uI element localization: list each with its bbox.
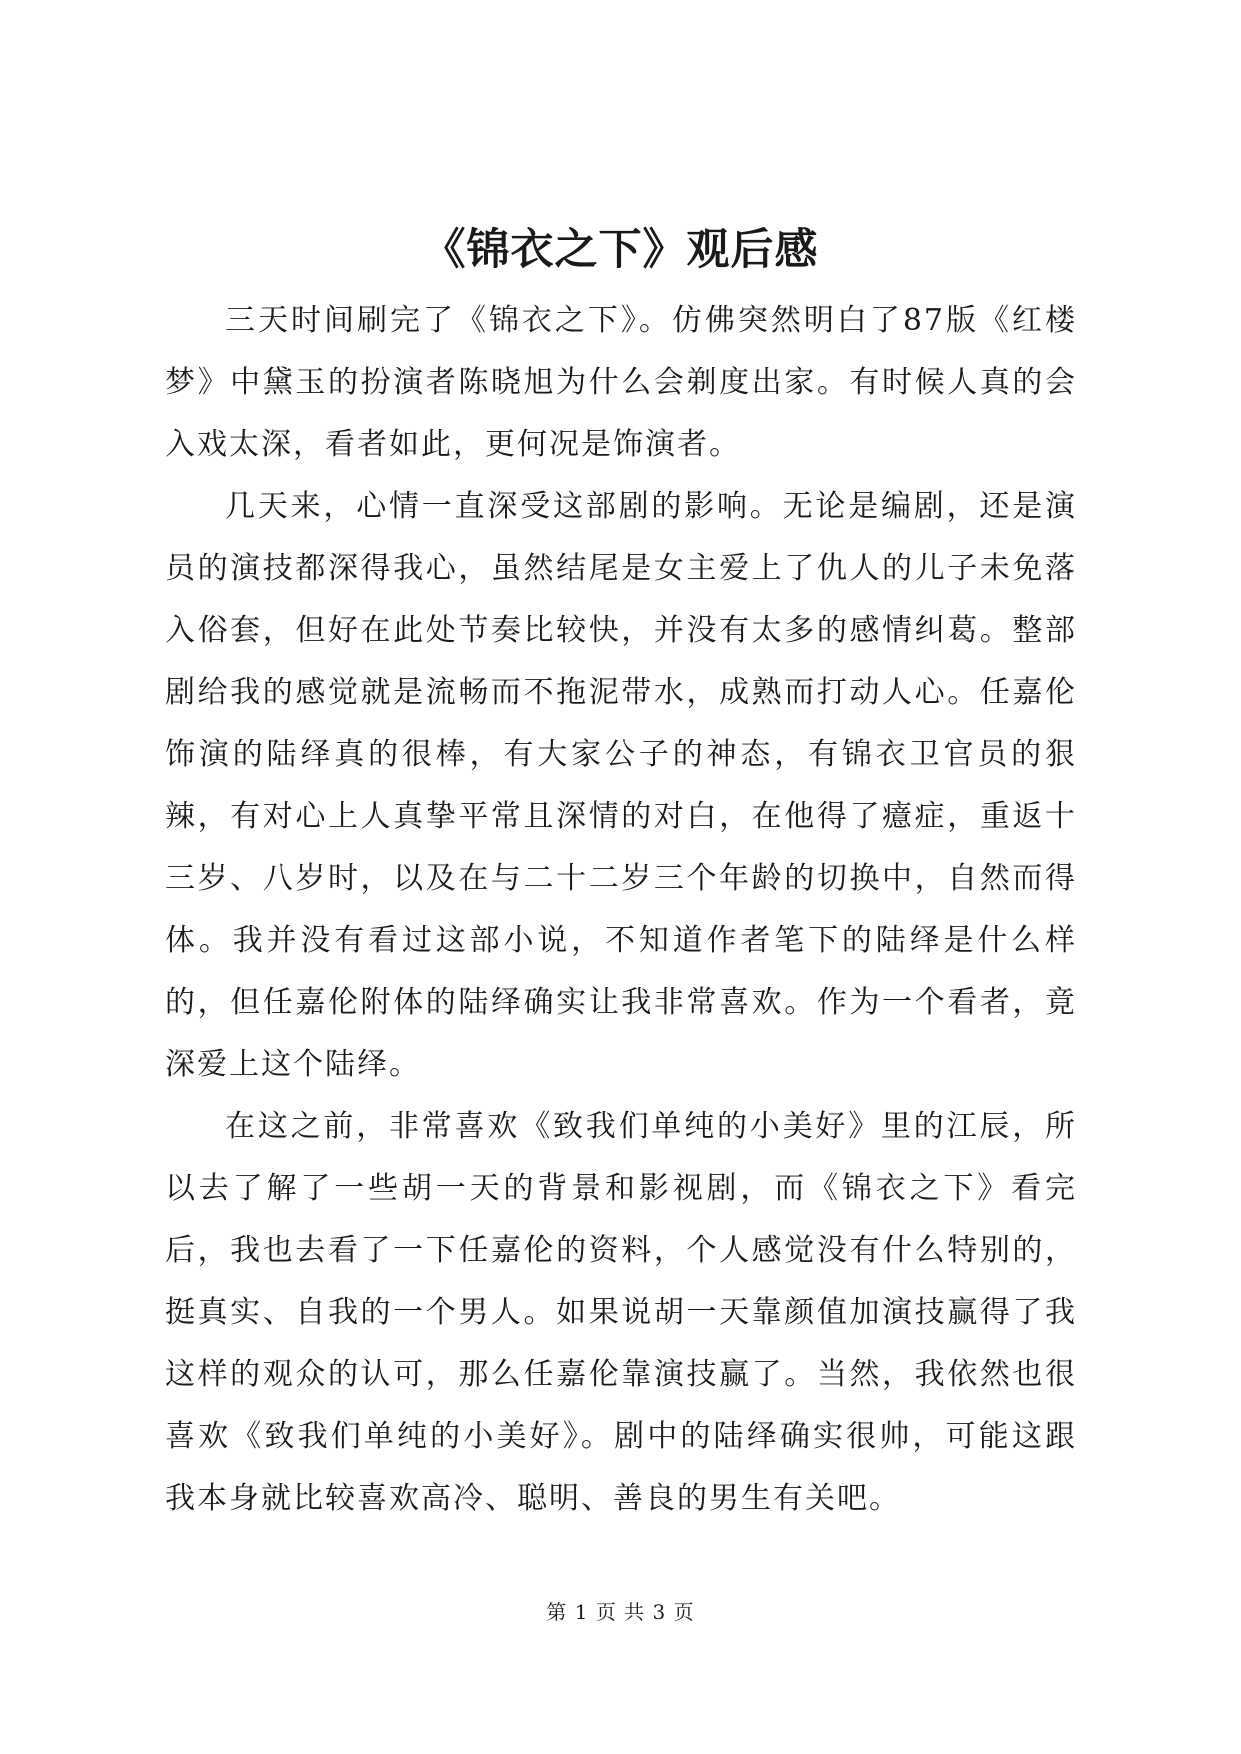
page-number: 第 1 页 共 3 页	[546, 1600, 695, 1624]
paragraph-1: 三天时间刷完了《锦衣之下》。仿佛突然明白了87版《红楼梦》中黛玉的扮演者陈晓旭为什么会剃度出家。有时候人真的会入戏太深，看者如此，更何况是饰演者。	[165, 303, 1077, 462]
document-title: 《锦衣之下》观后感	[422, 225, 819, 275]
document-body	[165, 290, 1077, 1530]
paragraph-3: 在这之前，非常喜欢《致我们单纯的小美好》里的江辰，所以去了解了一些胡一天的背景和影视剧，而《锦衣之下》看完后，我也去看了一下任嘉伦的资料，个人感觉没有什么特别的，挺真实、自我的一个男人。如果说胡一天靠颜值加演技赢得了我这样的观众的认可，那么任嘉伦靠演技赢了。当然，我依然也很喜欢《致我们单纯的小美好》。剧中的陆绎确实很帅，可能这跟我本身就比较喜欢高冷、聪明、善良的男生有关吧。	[165, 1109, 1077, 1516]
paragraph-2: 几天来，心情一直深受这部剧的影响。无论是编剧，还是演员的演技都深得我心，虽然结尾是女主爱上了仇人的儿子未免落入俗套，但好在此处节奏比较快，并没有太多的感情纠葛。整部剧给我的感觉就是流畅而不拖泥带水，成熟而打动人心。任嘉伦饰演的陆绎真的很棒，有大家公子的神态，有锦衣卫官员的狠辣，有对心上人真挚平常且深情的对白，在他得了癔症，重返十三岁、八岁时，以及在与二十二岁三个年龄的切换中，自然而得体。我并没有看过这部小说，不知道作者笔下的陆绎是什么样的，但任嘉伦附体的陆绎确实让我非常喜欢。作为一个看者，竟深爱上这个陆绎。	[165, 489, 1077, 1082]
